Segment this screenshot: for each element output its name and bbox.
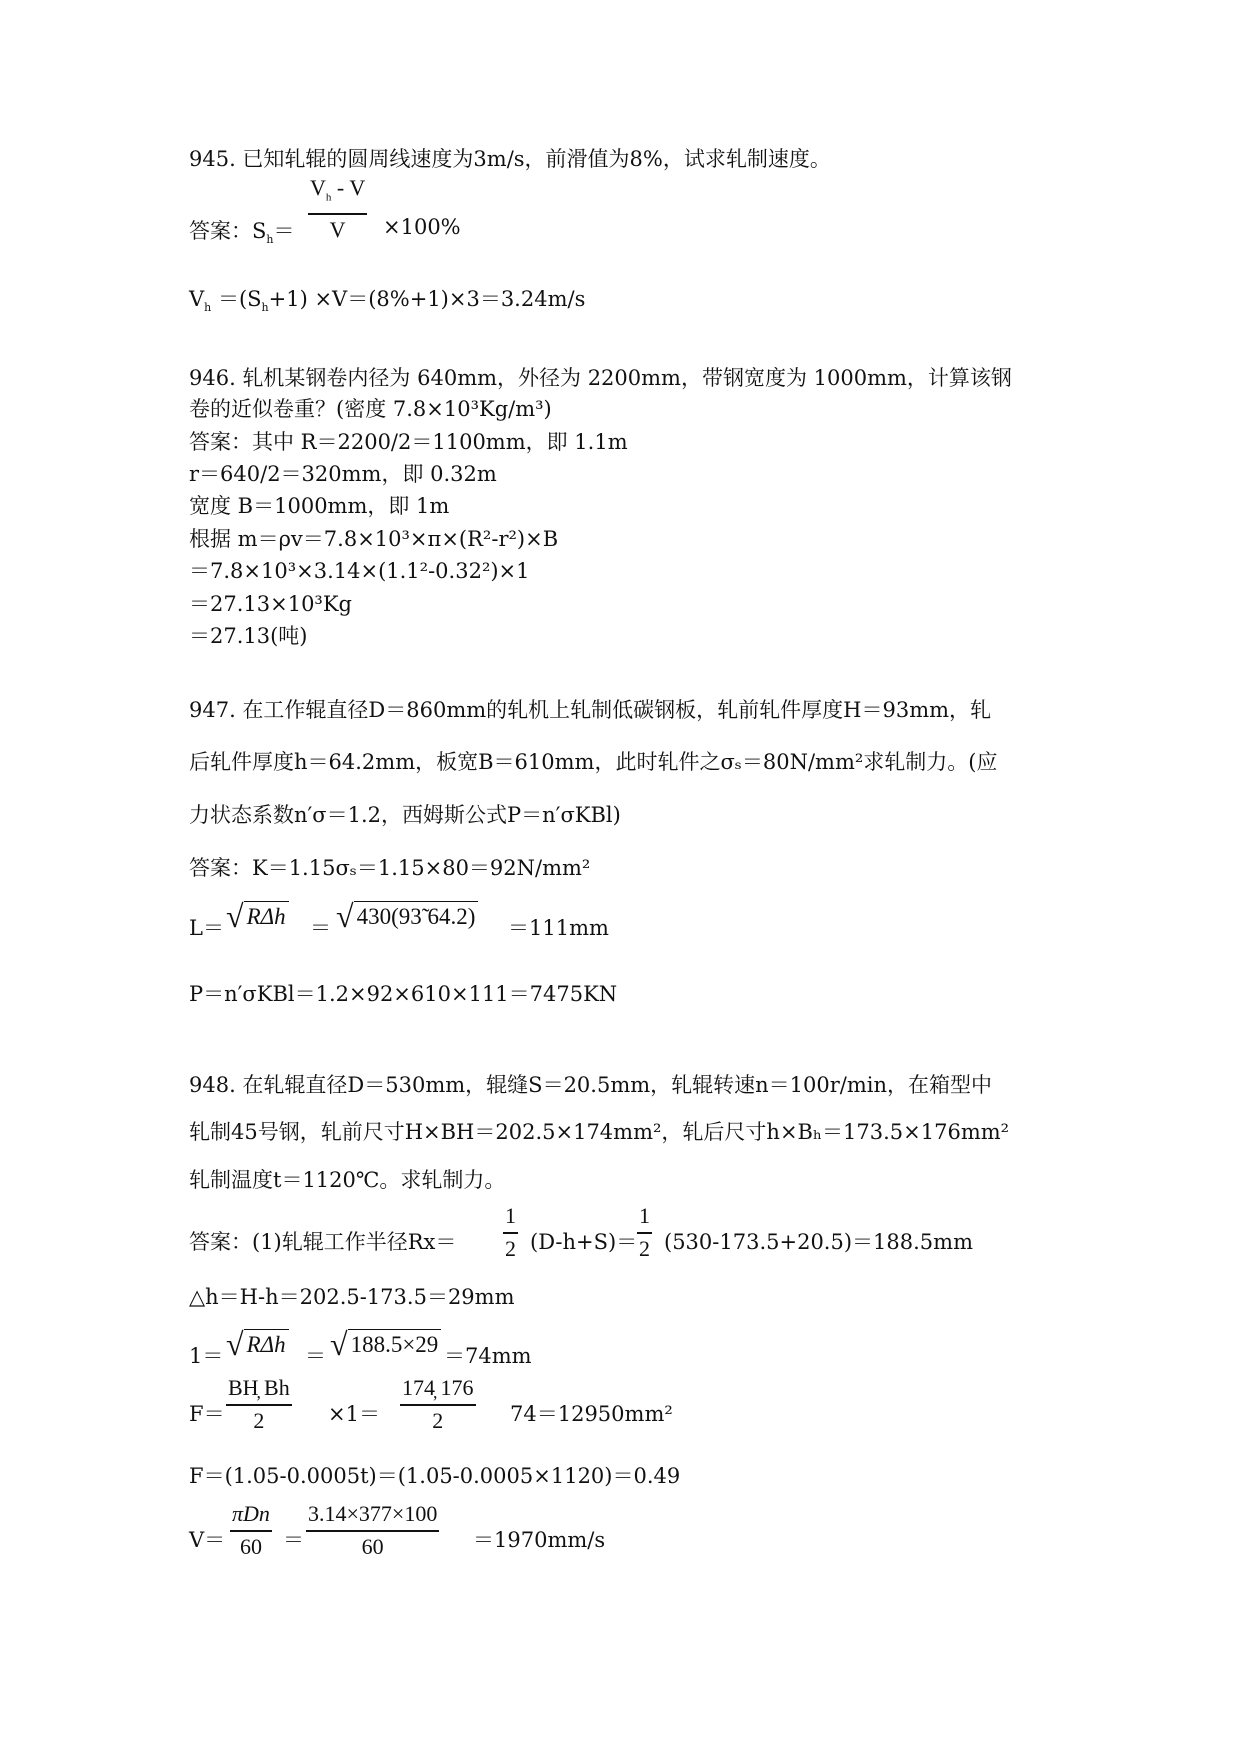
q945-answer-label: 答案：$S_h=$ bbox=[189, 219, 295, 247]
q947-p-result: P＝n′σKBl＝1.2×92×610×111＝7475KN bbox=[189, 982, 618, 1006]
q948-rx-prefix: 答案：(1)轧辊工作半径Rx＝ bbox=[189, 1230, 457, 1254]
q948-v-prefix: V＝ bbox=[189, 1528, 226, 1552]
q948-sqrt-values: √ 188.5×29 bbox=[330, 1328, 441, 1360]
q948-v-fraction-1: πDn 60 bbox=[232, 1501, 270, 1559]
q948-f-mid: ×1＝ bbox=[328, 1402, 380, 1426]
q946-line2: 卷的近似卷重？(密度 7.8×10³Kg/m³) bbox=[189, 397, 552, 421]
q948-dh: △h＝H-h＝202.5-173.5＝29mm bbox=[189, 1285, 515, 1309]
q948-rx-tail: (530-173.5+20.5)＝188.5mm bbox=[664, 1230, 973, 1254]
q948-line2: 轧制45号钢，轧前尺寸H×BH＝202.5×174mm²，轧后尺寸h×Bₕ＝173.5×176mm² bbox=[189, 1120, 1010, 1144]
q947-eq: ＝ bbox=[310, 916, 331, 940]
q945-fraction: $V_h$ - V V bbox=[310, 175, 366, 242]
q948-eq: ＝ bbox=[305, 1344, 326, 1368]
q946-line4: r＝640/2＝320mm，即 0.32m bbox=[189, 462, 497, 486]
q948-v-tail: ＝1970mm/s bbox=[473, 1528, 606, 1552]
q945-after-fraction: ×100% bbox=[383, 215, 461, 239]
q946-line9: ＝27.13(吨) bbox=[189, 624, 308, 648]
q946-line5: 宽度 B＝1000mm，即 1m bbox=[189, 494, 450, 518]
q947-l-result: ＝111mm bbox=[508, 916, 609, 940]
q945-line2: $V_h =(S_h+1) \times V=(8\%+1)\times 3=3.24m/s$ bbox=[189, 287, 586, 315]
q947-line1: 947. 在工作辊直径D＝860mm的轧机上轧制低碳钢板，轧前轧件厚度H＝93mm，轧 bbox=[189, 698, 992, 722]
q947-line2: 后轧件厚度h＝64.2mm，板宽B＝610mm，此时轧件之σₛ＝80N/mm²求轧制力。(应 bbox=[189, 750, 998, 774]
q946-line1: 946. 轧机某钢卷内径为 640mm，外径为 2200mm，带钢宽度为 1000mm，计算该钢 bbox=[189, 366, 1012, 390]
q948-f-prefix: F＝ bbox=[189, 1402, 225, 1426]
q947-sqrt-rdh: √ RΔh bbox=[226, 900, 289, 932]
q948-f-fraction-2: 174̦ 176 2 bbox=[402, 1375, 474, 1433]
q948-half-1: 1 2 bbox=[505, 1203, 516, 1261]
q948-f2: F＝(1.05-0.0005t)＝(1.05-0.0005×1120)＝0.49 bbox=[189, 1464, 681, 1488]
q947-answer: 答案：K＝1.15σₛ＝1.15×80＝92N/mm² bbox=[189, 856, 591, 880]
q947-l-prefix: L＝ bbox=[189, 916, 224, 940]
q948-l-result: ＝74mm bbox=[444, 1344, 532, 1368]
q946-line7: ＝7.8×10³×3.14×(1.1²-0.32²)×1 bbox=[189, 559, 530, 583]
q948-line3: 轧制温度t＝1120℃。求轧制力。 bbox=[189, 1168, 506, 1192]
q946-line8: ＝27.13×10³Kg bbox=[189, 592, 352, 616]
q948-f-fraction-1: BH̦ Bh 2 bbox=[228, 1375, 290, 1433]
q946-line6: 根据 m＝ρv＝7.8×10³×π×(R²-r²)×B bbox=[189, 527, 559, 551]
q945-question: 945. 已知轧辊的圆周线速度为3m/s，前滑值为8%，试求轧制速度。 bbox=[189, 147, 831, 171]
q948-rx-mid: (D-h+S)＝ bbox=[530, 1230, 638, 1254]
q948-f-tail: 74＝12950mm² bbox=[510, 1402, 673, 1426]
q948-v-eq: ＝ bbox=[283, 1528, 304, 1552]
q948-line1: 948. 在轧辊直径D＝530mm，辊缝S＝20.5mm，轧辊转速n＝100r/min，在箱型中 bbox=[189, 1073, 993, 1097]
q948-v-fraction-2: 3.14×377×100 60 bbox=[308, 1501, 438, 1559]
q946-line3: 答案：其中 R＝2200/2＝1100mm，即 1.1m bbox=[189, 430, 628, 454]
q947-sqrt-values: √ 430(93̃ 64.2) bbox=[336, 900, 478, 932]
q948-half-2: 1 2 bbox=[639, 1203, 650, 1261]
q948-sqrt-rdh: √ RΔh bbox=[226, 1328, 289, 1360]
q948-l-prefix: 1＝ bbox=[189, 1344, 224, 1368]
q947-line3: 力状态系数n′σ＝1.2，西姆斯公式P＝n′σKBl) bbox=[189, 803, 621, 827]
